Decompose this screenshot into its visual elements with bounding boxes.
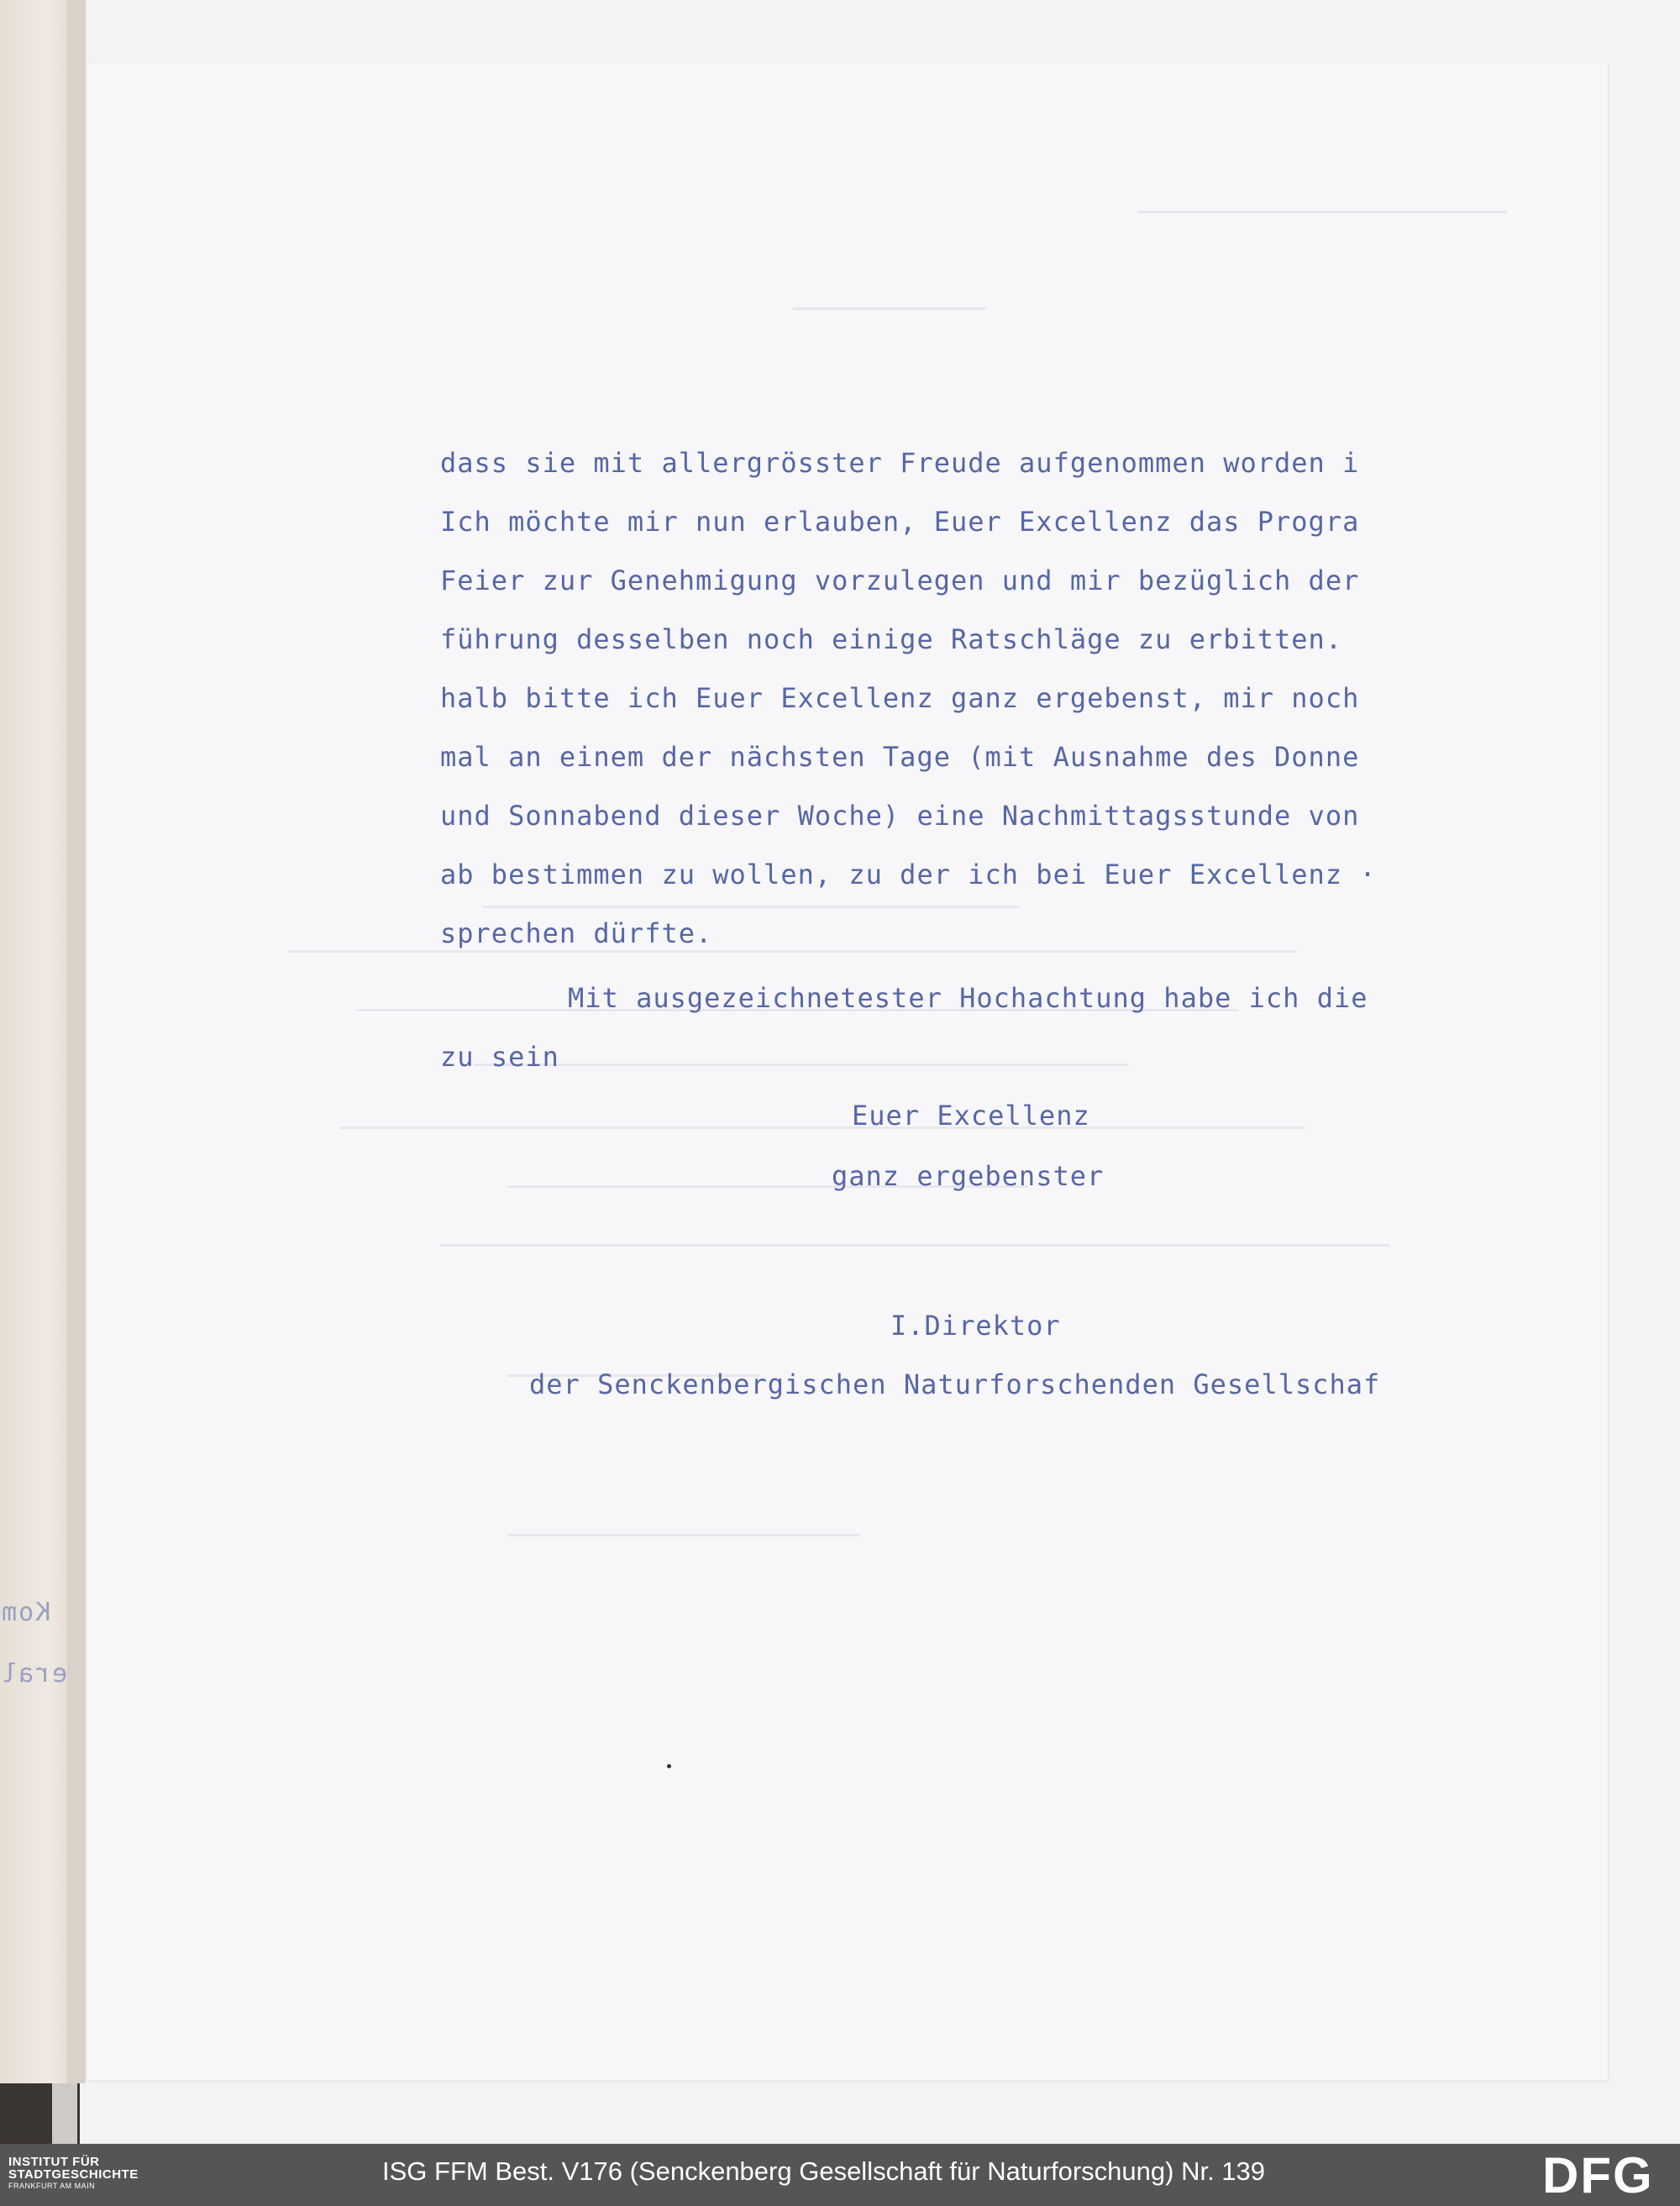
letter-line-2: Ich möchte mir nun erlauben, Euer Excellenz das Progra xyxy=(440,506,1360,538)
closing-line-2: zu sein xyxy=(440,1041,559,1073)
letter-line-1: dass sie mit allergrösster Freude aufgenommen worden i xyxy=(440,447,1360,479)
letter-line-6: mal an einem der nächsten Tage (mit Ausnahme des Donne xyxy=(440,741,1360,773)
show-through-trace xyxy=(339,1127,1305,1129)
mirrored-bleed-text-1: Kom xyxy=(0,1598,51,1627)
closing-line-1: Mit ausgezeichnetester Hochachtung habe ich die xyxy=(568,982,1368,1014)
dfg-logo: DFG xyxy=(1542,2147,1654,2203)
letter-line-3: Feier zur Genehmigung vorzulegen und mir bezüglich der xyxy=(440,565,1360,596)
show-through-trace xyxy=(1137,211,1507,213)
salutation-line-1: Euer Excellenz xyxy=(852,1100,1090,1132)
institute-logo-line-1: INSTITUT FÜR xyxy=(8,2155,100,2169)
letter-line-7: und Sonnabend dieser Woche) eine Nachmittagsstunde von xyxy=(440,800,1360,832)
show-through-trace xyxy=(440,1244,1389,1247)
show-through-trace xyxy=(793,307,986,310)
left-page-bottom-strip xyxy=(52,2083,77,2144)
letter-line-5: halb bitte ich Euer Excellenz ganz ergebenst, mir noch xyxy=(440,682,1360,714)
archive-reference-title: ISG FFM Best. V176 (Senckenberg Gesellschaft für Naturforschung) Nr. 139 xyxy=(382,2156,1266,2186)
institute-logo-line-3: FRANKFURT AM MAIN xyxy=(8,2182,96,2190)
letter-line-9: sprechen dürfte. xyxy=(440,917,713,949)
show-through-trace xyxy=(507,1534,860,1536)
letter-line-8: ab bestimmen zu wollen, zu der ich bei Euer Excellenz · xyxy=(440,859,1377,890)
signature-title: I.Direktor xyxy=(890,1310,1061,1342)
footer-bar xyxy=(0,2144,1680,2206)
binding-edge xyxy=(67,0,86,2083)
signature-organization: der Senckenbergischen Naturforschenden Gesellschaf xyxy=(529,1368,1381,1400)
show-through-trace xyxy=(474,1064,1129,1066)
ink-speck xyxy=(667,1764,671,1768)
mirrored-bleed-text-2: eral xyxy=(0,1659,68,1689)
document-sheet xyxy=(87,64,1608,2080)
letter-line-4: führung desselben noch einige Ratschläge zu erbitten. xyxy=(440,623,1343,655)
institute-logo xyxy=(8,2156,139,2190)
institute-logo-line-2: STADTGESCHICHTE xyxy=(8,2167,139,2182)
salutation-line-2: ganz ergebenster xyxy=(832,1160,1105,1192)
